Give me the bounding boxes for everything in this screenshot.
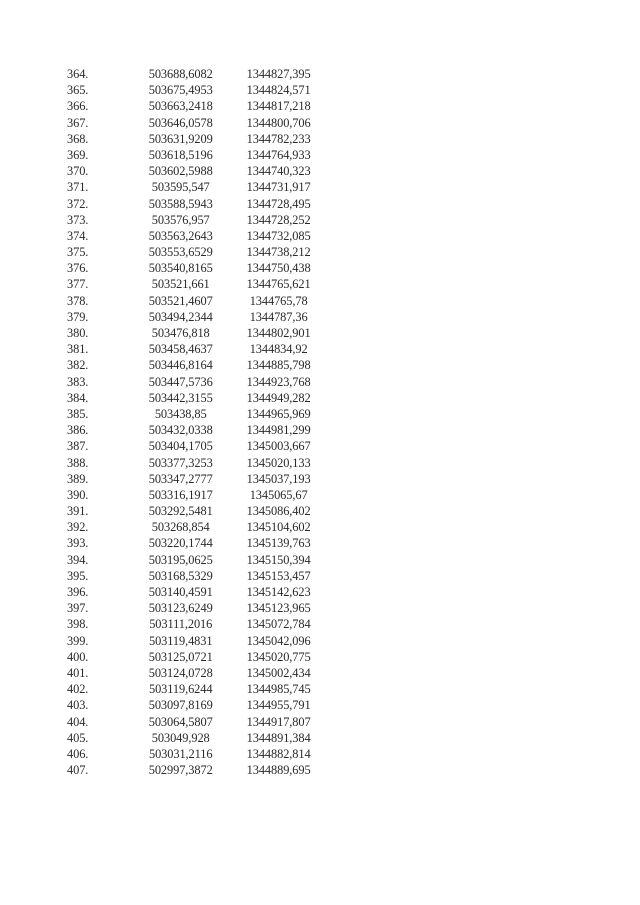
point-number: 383. <box>67 374 89 389</box>
table-row <box>62 584 332 600</box>
point-number: 379. <box>67 309 89 324</box>
table-row <box>62 552 332 568</box>
point-number: 370. <box>67 164 89 179</box>
table-row <box>62 341 332 357</box>
y-coordinate: 1344981,299 <box>246 423 311 438</box>
point-number: 382. <box>67 358 89 373</box>
x-coordinate: 503646,0578 <box>148 115 213 130</box>
table-row <box>62 762 332 778</box>
y-coordinate: 1344764,933 <box>246 147 311 162</box>
table-row <box>62 115 332 131</box>
point-number: 407. <box>67 763 89 778</box>
coordinate-table <box>62 66 332 778</box>
table-row <box>62 438 332 454</box>
y-coordinate: 1344731,917 <box>246 180 311 195</box>
point-number: 365. <box>67 83 89 98</box>
table-row <box>62 179 332 195</box>
y-coordinate: 1345086,402 <box>246 504 311 519</box>
table-row <box>62 228 332 244</box>
point-number: 401. <box>67 665 89 680</box>
y-coordinate: 1344955,791 <box>246 698 311 713</box>
y-coordinate: 1345037,193 <box>246 471 311 486</box>
point-number: 389. <box>67 471 89 486</box>
point-number: 393. <box>67 536 89 551</box>
table-row <box>62 616 332 632</box>
x-coordinate: 503111,2016 <box>149 617 213 632</box>
point-number: 406. <box>67 746 89 761</box>
y-coordinate: 1344732,085 <box>246 228 311 243</box>
point-number: 391. <box>67 504 89 519</box>
x-coordinate: 503195,0625 <box>148 552 213 567</box>
point-number: 385. <box>67 406 89 421</box>
point-number: 404. <box>67 714 89 729</box>
y-coordinate: 1345020,133 <box>246 455 311 470</box>
point-number: 367. <box>67 115 89 130</box>
point-number: 390. <box>67 487 89 502</box>
x-coordinate: 503476,818 <box>151 326 210 340</box>
point-number: 368. <box>67 131 89 146</box>
y-coordinate: 1344728,495 <box>246 196 311 211</box>
table-row <box>62 276 332 292</box>
y-coordinate: 1345150,394 <box>246 552 311 567</box>
y-coordinate: 1345153,457 <box>246 568 311 583</box>
table-row <box>62 665 332 681</box>
x-coordinate: 503119,6244 <box>148 682 213 697</box>
x-coordinate: 503123,6249 <box>148 601 213 616</box>
table-row <box>62 357 332 373</box>
x-coordinate: 503688,6082 <box>148 67 213 81</box>
point-number: 400. <box>67 649 89 664</box>
table-row <box>62 649 332 665</box>
table-row <box>62 406 332 422</box>
point-number: 396. <box>67 585 89 599</box>
x-coordinate: 503064,5807 <box>148 714 213 729</box>
point-number: 388. <box>67 455 89 470</box>
x-coordinate: 503540,8165 <box>148 261 213 276</box>
x-coordinate: 503119,4831 <box>148 633 213 648</box>
table-row <box>62 714 332 730</box>
y-coordinate: 1344949,282 <box>246 390 311 405</box>
y-coordinate: 1344787,36 <box>249 309 308 324</box>
point-number: 364. <box>67 67 89 81</box>
point-number: 398. <box>67 617 89 632</box>
y-coordinate: 1345142,623 <box>246 585 311 599</box>
point-number: 373. <box>67 212 89 227</box>
y-coordinate: 1344738,212 <box>246 245 311 260</box>
point-number: 384. <box>67 390 89 405</box>
table-row <box>62 293 332 309</box>
y-coordinate: 1344750,438 <box>246 261 311 276</box>
table-row <box>62 196 332 212</box>
table-row <box>62 600 332 616</box>
y-coordinate: 1344765,78 <box>249 293 308 308</box>
x-coordinate: 502997,3872 <box>148 763 213 778</box>
table-row <box>62 681 332 697</box>
point-number: 374. <box>67 228 89 243</box>
y-coordinate: 1344889,695 <box>246 763 311 778</box>
y-coordinate: 1345042,096 <box>246 633 311 648</box>
point-number: 405. <box>67 730 89 745</box>
table-row <box>62 147 332 163</box>
y-coordinate: 1344782,233 <box>246 131 311 146</box>
x-coordinate: 503432,0338 <box>148 423 213 438</box>
x-coordinate: 503377,3253 <box>148 455 213 470</box>
x-coordinate: 503675,4953 <box>148 83 213 98</box>
x-coordinate: 503631,9209 <box>148 131 213 146</box>
table-row <box>62 212 332 228</box>
y-coordinate: 1344765,621 <box>246 277 311 292</box>
point-number: 369. <box>67 147 89 162</box>
table-row <box>62 697 332 713</box>
table-row <box>62 730 332 746</box>
point-number: 392. <box>67 520 89 535</box>
table-row <box>62 568 332 584</box>
point-number: 386. <box>67 423 89 438</box>
table-row <box>62 82 332 98</box>
x-coordinate: 503446,8164 <box>148 358 213 373</box>
y-coordinate: 1345065,67 <box>249 487 308 502</box>
x-coordinate: 503124,0728 <box>148 665 213 680</box>
x-coordinate: 503595,547 <box>151 180 210 195</box>
table-row <box>62 325 332 341</box>
table-row <box>62 98 332 114</box>
x-coordinate: 503049,928 <box>151 730 210 745</box>
table-row <box>62 309 332 325</box>
y-coordinate: 1344802,901 <box>246 326 311 340</box>
x-coordinate: 503563,2643 <box>148 228 213 243</box>
x-coordinate: 503588,5943 <box>148 196 213 211</box>
y-coordinate: 1344923,768 <box>246 374 311 389</box>
point-number: 402. <box>67 682 89 697</box>
table-row <box>62 633 332 649</box>
table-row <box>62 66 332 82</box>
y-coordinate: 1344965,969 <box>246 406 311 421</box>
y-coordinate: 1345020,775 <box>246 649 311 664</box>
point-number: 376. <box>67 261 89 276</box>
y-coordinate: 1345123,965 <box>246 601 311 616</box>
x-coordinate: 503292,5481 <box>148 504 213 519</box>
y-coordinate: 1344824,571 <box>246 83 311 98</box>
x-coordinate: 503458,4637 <box>148 342 213 357</box>
point-number: 387. <box>67 439 89 454</box>
point-number: 395. <box>67 568 89 583</box>
y-coordinate: 1344728,252 <box>246 212 311 227</box>
point-number: 397. <box>67 601 89 616</box>
x-coordinate: 503576,957 <box>151 212 210 227</box>
y-coordinate: 1344740,323 <box>246 164 311 179</box>
x-coordinate: 503316,1917 <box>148 487 213 502</box>
table-row <box>62 374 332 390</box>
x-coordinate: 503140,4591 <box>148 585 213 599</box>
y-coordinate: 1344834,92 <box>249 342 308 357</box>
point-number: 381. <box>67 342 89 357</box>
y-coordinate: 1344882,814 <box>246 746 311 761</box>
y-coordinate: 1344885,798 <box>246 358 311 373</box>
table-row <box>62 746 332 762</box>
y-coordinate: 1345003,667 <box>246 439 311 454</box>
table-row <box>62 244 332 260</box>
x-coordinate: 503097,8169 <box>148 698 213 713</box>
point-number: 378. <box>67 293 89 308</box>
point-number: 375. <box>67 245 89 260</box>
point-number: 366. <box>67 99 89 114</box>
x-coordinate: 503663,2418 <box>148 99 213 114</box>
x-coordinate: 503447,5736 <box>148 374 213 389</box>
table-row <box>62 131 332 147</box>
x-coordinate: 503438,85 <box>154 406 207 421</box>
table-row <box>62 487 332 503</box>
y-coordinate: 1344817,218 <box>246 99 311 114</box>
x-coordinate: 503404,1705 <box>148 439 213 454</box>
y-coordinate: 1344917,807 <box>246 714 311 729</box>
y-coordinate: 1344827,395 <box>246 67 311 81</box>
y-coordinate: 1345139,763 <box>246 536 311 551</box>
table-row <box>62 260 332 276</box>
table-row <box>62 422 332 438</box>
table-row <box>62 471 332 487</box>
y-coordinate: 1344800,706 <box>246 115 311 130</box>
x-coordinate: 503521,661 <box>151 277 210 292</box>
table-row <box>62 163 332 179</box>
table-row <box>62 503 332 519</box>
y-coordinate: 1345104,602 <box>246 520 311 535</box>
x-coordinate: 503618,5196 <box>148 147 213 162</box>
table-row <box>62 519 332 535</box>
point-number: 371. <box>67 180 89 195</box>
y-coordinate: 1344985,745 <box>246 682 311 697</box>
x-coordinate: 503168,5329 <box>148 568 213 583</box>
x-coordinate: 503220,1744 <box>148 536 213 551</box>
point-number: 399. <box>67 633 89 648</box>
x-coordinate: 503268,854 <box>151 520 210 535</box>
point-number: 394. <box>67 552 89 567</box>
x-coordinate: 503521,4607 <box>148 293 213 308</box>
x-coordinate: 503125,0721 <box>148 649 213 664</box>
table-row <box>62 535 332 551</box>
table-row <box>62 455 332 471</box>
table-row <box>62 390 332 406</box>
x-coordinate: 503442,3155 <box>148 390 213 405</box>
point-number: 403. <box>67 698 89 713</box>
x-coordinate: 503553,6529 <box>148 245 213 260</box>
y-coordinate: 1345072,784 <box>246 617 311 632</box>
x-coordinate: 503602,5988 <box>148 164 213 179</box>
y-coordinate: 1345002,434 <box>246 665 311 680</box>
point-number: 377. <box>67 277 89 292</box>
point-number: 380. <box>67 326 89 340</box>
x-coordinate: 503494,2344 <box>148 309 213 324</box>
y-coordinate: 1344891,384 <box>246 730 311 745</box>
x-coordinate: 503347,2777 <box>148 471 213 486</box>
point-number: 372. <box>67 196 89 211</box>
x-coordinate: 503031,2116 <box>148 746 213 761</box>
